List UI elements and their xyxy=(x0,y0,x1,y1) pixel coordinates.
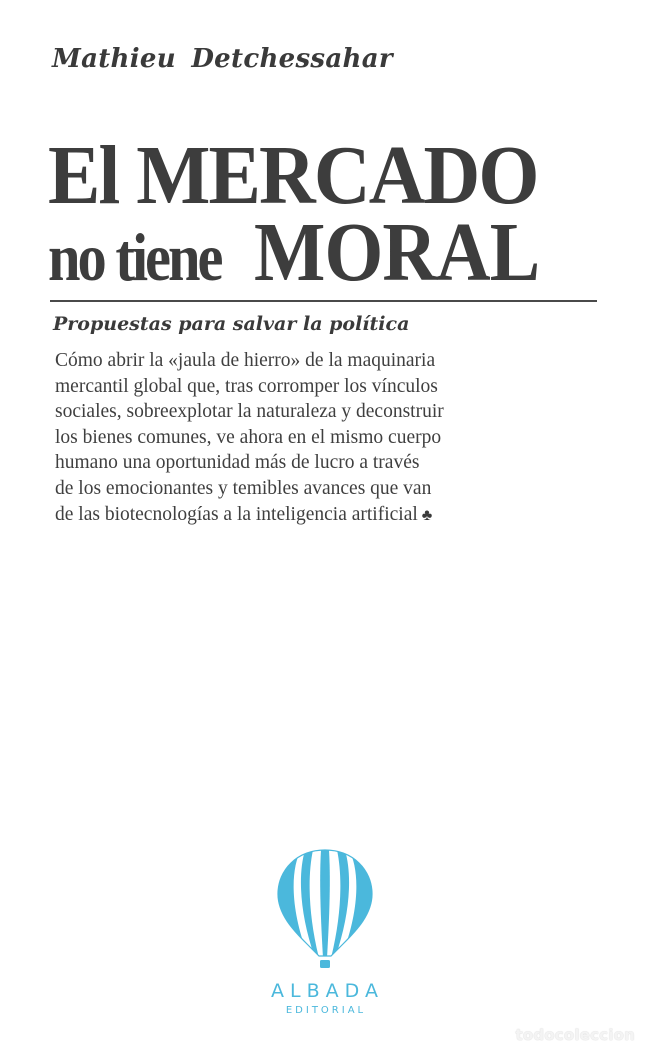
blurb-line-text: de las biotecnologías a la inteligencia artificial xyxy=(55,503,418,525)
blurb-line: humano una oportunidad más de lucro a través xyxy=(55,452,420,474)
publisher-name: ALBADA xyxy=(271,980,384,1002)
blurb xyxy=(55,348,555,528)
publisher-logo xyxy=(0,848,649,1016)
blurb-line: mercantil global que, tras corromper los vínculos xyxy=(55,375,438,397)
author-name: Mathieu Detchessahar xyxy=(52,44,393,74)
blurb-line: sociales, sobreexplotar la naturaleza y deconstruir xyxy=(55,401,444,423)
publisher-subtitle: EDITORIAL xyxy=(285,1005,367,1016)
title-line-2-small: no tiene xyxy=(48,219,221,295)
title-line-2-big: MORAL xyxy=(254,206,540,299)
blurb-line: de los emocionantes y temibles avances que van xyxy=(55,477,432,499)
hot-air-balloon-icon xyxy=(275,848,375,970)
subtitle: Propuestas para salvar la política xyxy=(53,313,410,335)
blurb-line: los bienes comunes, ve ahora en el mismo cuerpo xyxy=(55,426,442,448)
blurb-line-last xyxy=(55,502,555,529)
blurb-line: Cómo abrir la «jaula de hierro» de la maquinaria xyxy=(55,350,436,371)
fleuron-icon: ♣ xyxy=(421,506,433,524)
watermark: todocoleccion xyxy=(515,1026,635,1044)
title-line-1: El MERCADO xyxy=(48,129,538,222)
title-line-2 xyxy=(48,206,593,299)
title-divider xyxy=(50,300,597,302)
